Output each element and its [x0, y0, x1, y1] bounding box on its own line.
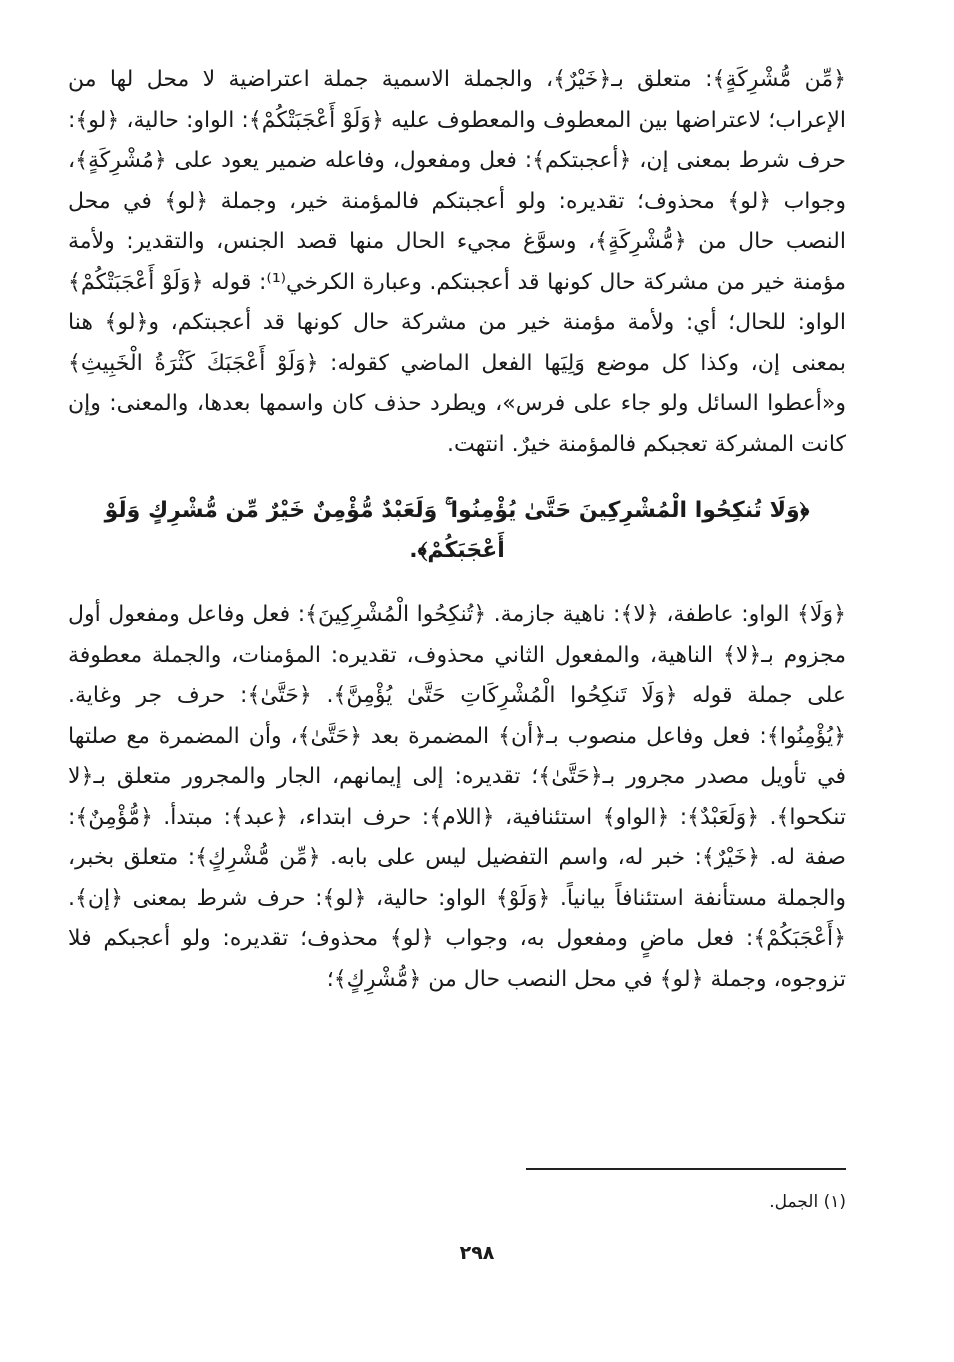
page-number: ٢٩٨ [459, 1242, 495, 1264]
grammatical-analysis-paragraph: ﴿وَلَا﴾ الواو: عاطفة، ﴿لا﴾: ناهية جازمة. ﴿تُنكِحُوا الْمُشْرِكِينَ﴾: فعل وفاعل ومفعول أول مجزوم بـ﴿لا﴾ الناهية، والمفعول الثاني محذوف، تقديره: المؤمنات، والجملة معطوفة على جملة قوله ﴿وَلَا تَنكِحُوا الْمُشْرِكَاتِ حَتَّىٰ يُؤْمِنَّ﴾. ﴿حَتَّىٰ﴾: حرف جر وغاية. ﴿يُؤْمِنُوا﴾: فعل وفاعل منصوب بـ﴿أن﴾ المضمرة بعد ﴿حَتَّىٰ﴾، وأن المضمرة مع صلتها في تأويل مصدر مجرور بـ﴿حَتَّىٰ﴾؛ تقديره: إلى إيمانهم، الجار والمجرور متعلق بـ﴿لا تنكحوا﴾. ﴿وَلَعَبْدٌ﴾: ﴿الواو﴾ استئنافية، ﴿اللام﴾: حرف ابتداء، ﴿عبد﴾: مبتدأ. ﴿مُّؤْمِنٌ﴾: صفة له. ﴿خَيْرٌ﴾: خبر له، واسم التفضيل ليس على بابه. ﴿مِّن مُّشْرِكٍ﴾: متعلق بخبر، والجملة مستأنفة استئنافاً بيانياً. ﴿وَلَوْ﴾ الواو: حالية، ﴿لو﴾: حرف شرط بمعنى ﴿إن﴾. ﴿أَعْجَبَكُمْ﴾: فعل ماضٍ ومفعول به، وجواب ﴿لو﴾ محذوف؛ تقديره: ولو أعجبكم فلا تزوجوه، وجملة ﴿لو﴾ في محل النصب حال من ﴿مُّشْرِكٍ﴾؛ [68, 602, 846, 992]
commentary-paragraph: ﴿مِّن مُّشْرِكَةٍ﴾: متعلق بـ﴿خَيْرٌ﴾، والجملة الاسمية جملة اعتراضية لا محل لها من الإعراب؛ لاعتراضها بين المعطوف والمعطوف عليه ﴿وَلَوْ أَعْجَبَتْكُمْ﴾: الواو: حالية، ﴿لو﴾: حرف شرط بمعنى إن، ﴿أعجبتكم﴾: فعل ومفعول، وفاعله ضمير يعود على ﴿مُشْرِكَةٍ﴾، وجواب ﴿لو﴾ محذوف؛ تقديره: ولو أعجبتكم فالمؤمنة خير، وجملة ﴿لو﴾ في محل النصب حال من ﴿مُّشْرِكَةٍ﴾، وسوَّغ مجيء الحال منها قصد الجنس، والتقدير: ولأمة مؤمنة خير من مشركة حال كونها قد أعجبتكم. وعبارة الكرخي⁽¹⁾: قوله ﴿وَلَوْ أَعْجَبَتْكُمْ﴾ الواو: للحال؛ أي: ولأمة مؤمنة خير من مشركة حال كونها قد أعجبتكم، و﴿لو﴾ هنا بمعنى إن، وكذا كل موضع وَلِيَها الفعل الماضي كقوله: ﴿وَلَوْ أَعْجَبَكَ كَثْرَةُ الْخَبِيثِ﴾ و«أعطوا السائل ولو جاء على فرس»، ويطرد حذف كان واسمها بعدها، والمعنى: وإن كانت المشركة تعجبكم فالمؤمنة خيرٌ. انتهت. [68, 67, 846, 457]
quran-verse-heading: ﴿وَلَا تُنكِحُوا الْمُشْرِكِينَ حَتَّىٰ يُؤْمِنُوا ۚ وَلَعَبْدٌ مُّؤْمِنٌ خَيْرٌ مِّن مُّشْرِكٍ وَلَوْ أَعْجَبَكُمْ﴾. [104, 498, 810, 563]
footnote: (١) الجمل. [769, 1192, 846, 1212]
footnote-separator [526, 1168, 846, 1170]
page-body [68, 60, 846, 1000]
